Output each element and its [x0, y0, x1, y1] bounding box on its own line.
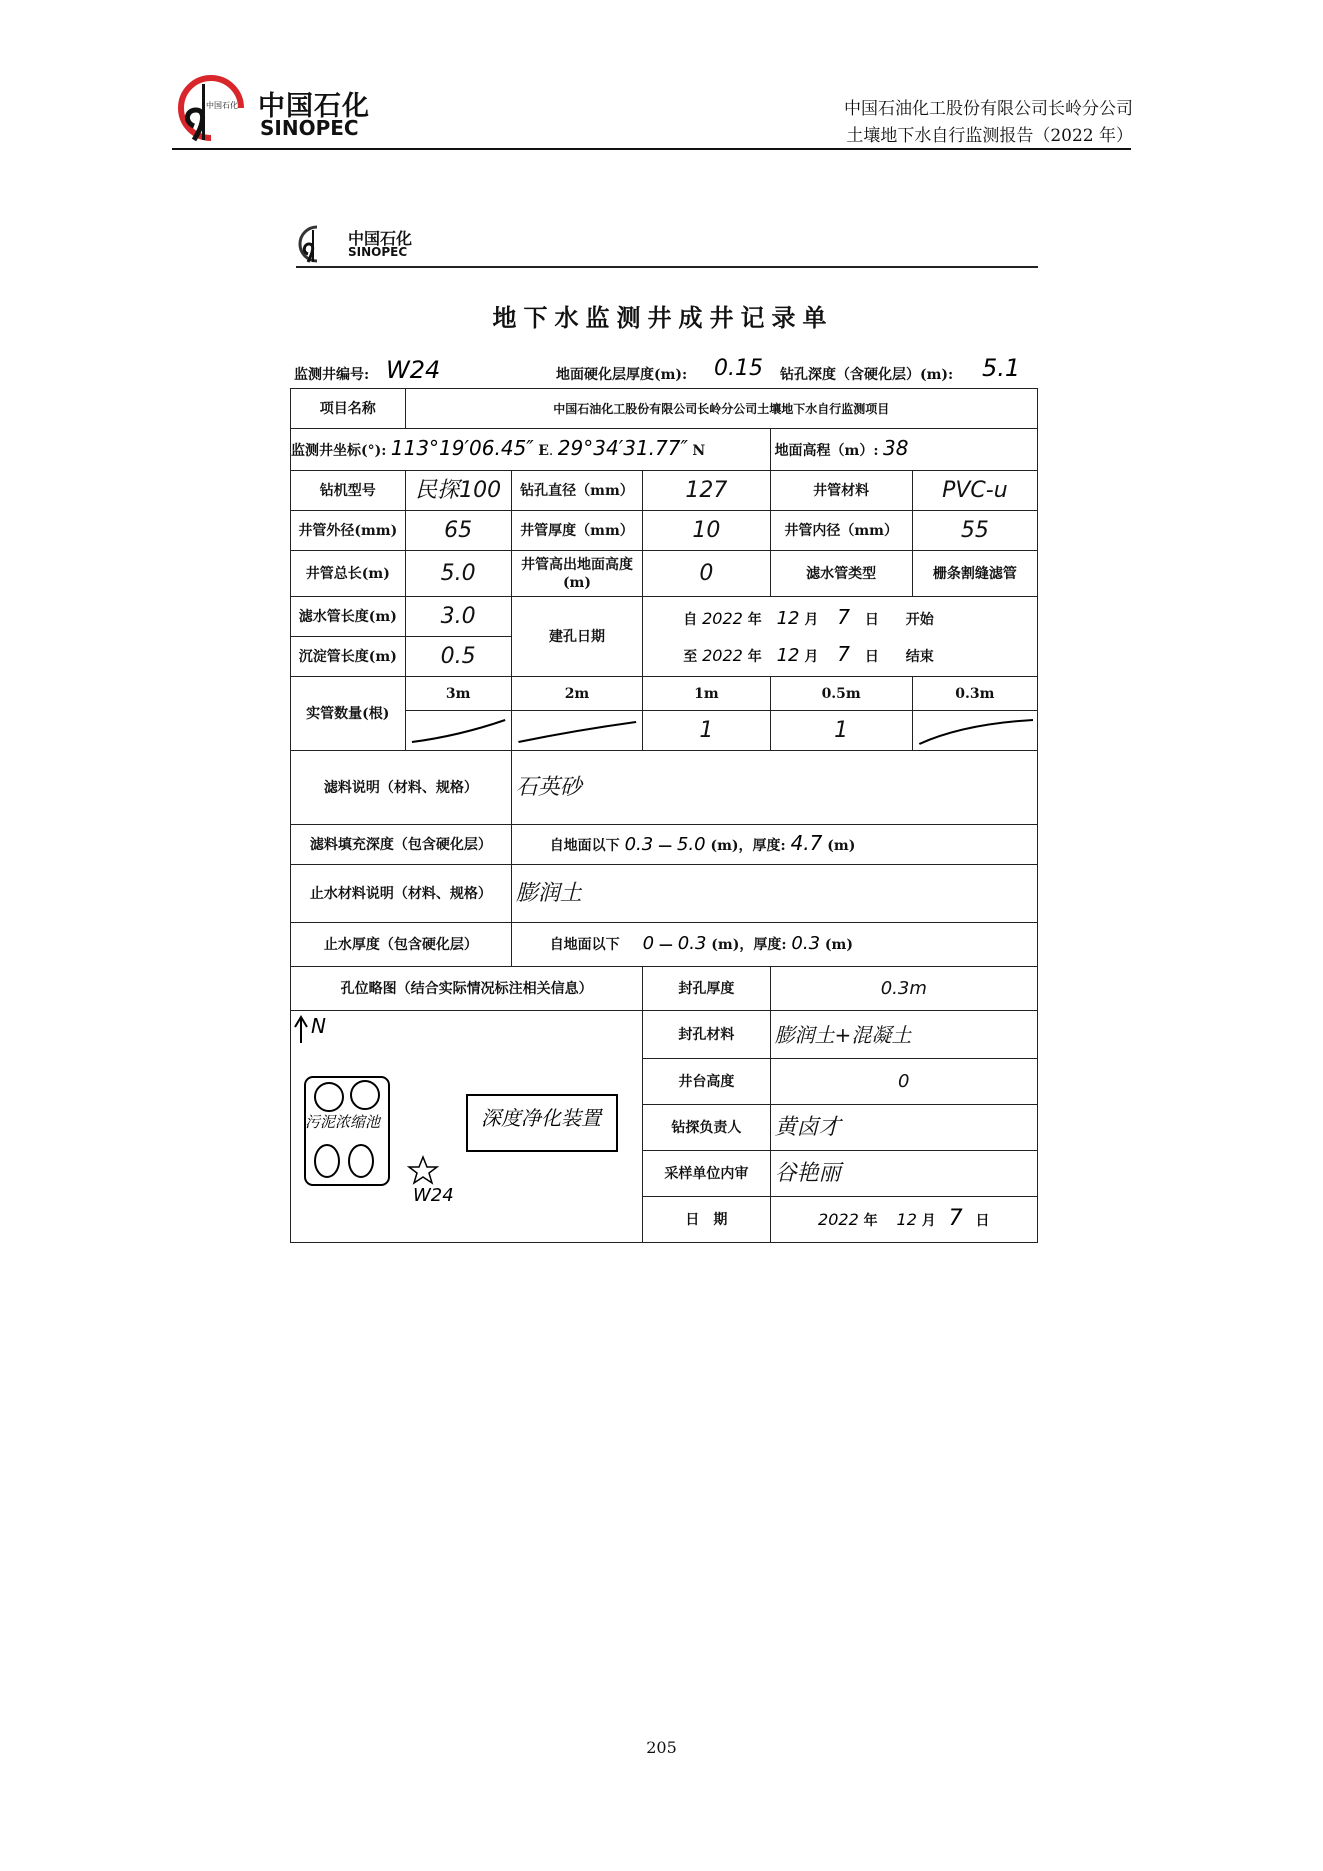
end-label: 结束	[905, 648, 934, 665]
sediment-len-label: 沉淀管长度(m)	[291, 637, 406, 677]
strike-mark	[410, 716, 507, 746]
coord-n-unit: N	[692, 443, 706, 459]
seal-thick-label-2: (m)，厚度:	[711, 937, 787, 953]
platform-label: 井台高度	[643, 1059, 770, 1105]
build-date-cell	[643, 597, 1038, 677]
form-divider	[296, 266, 1038, 268]
seal-mat-desc-value: 膨润土	[511, 865, 1037, 923]
project-value: 中国石油化工股份有限公司长岭分公司土壤地下水自行监测项目	[405, 389, 1037, 429]
to-label: 至	[683, 648, 698, 665]
well-record-table	[290, 388, 1038, 1243]
filter-type-value: 栅条割缝滤管	[912, 551, 1037, 597]
solid-count-0-5m: 1	[770, 711, 912, 751]
brand-name-cn: 中国石化	[258, 91, 370, 122]
row-coords	[291, 429, 1038, 471]
page-number: 205	[646, 1738, 677, 1757]
strike-mark	[917, 716, 1033, 746]
filter-from: 0.3	[624, 834, 654, 855]
logo-text: 中国石化	[206, 101, 238, 110]
form-brand-en: SINOPEC	[348, 245, 408, 259]
project-label: 项目名称	[291, 389, 406, 429]
drill-depth-label: 钻孔深度（含硬化层）(m):	[780, 367, 954, 383]
end-month: 12	[776, 644, 800, 666]
seal-from: 0	[642, 933, 655, 954]
filter-below-label: 自地面以下	[549, 838, 620, 854]
location-sketch	[291, 1011, 642, 1241]
date-year: 2022	[818, 1209, 859, 1229]
filter-type-label: 滤水管类型	[770, 551, 912, 597]
pipe-thick-label: 井管厚度（mm）	[511, 511, 643, 551]
drill-depth-value: 5.1	[982, 354, 1021, 382]
row-filter-desc	[291, 751, 1038, 825]
well-marker-label: W24	[413, 1185, 454, 1206]
pipe-len-label: 井管总长(m)	[291, 551, 406, 597]
close-mat-label: 封孔材料	[643, 1011, 770, 1059]
start-day-unit: 日	[864, 611, 879, 628]
end-year: 2022	[702, 645, 743, 665]
well-no-label: 监测井编号:	[294, 367, 370, 383]
driller-label: 钻探负责人	[643, 1105, 770, 1151]
close-thick-value: 0.3m	[770, 967, 1037, 1011]
bore-dia-value: 127	[643, 471, 770, 511]
pipe-id-label: 井管内径（mm）	[770, 511, 912, 551]
end-year-unit: 年	[747, 648, 762, 665]
solid-count-3m	[405, 711, 511, 751]
filter-thick-label: (m)，厚度:	[710, 838, 786, 854]
row-seal-mat	[291, 865, 1038, 923]
well-no-value: W24	[386, 356, 441, 384]
start-label: 开始	[905, 611, 934, 628]
build-date-end	[683, 637, 1033, 674]
solid-count-1m: 1	[643, 711, 770, 751]
pipe-od-label: 井管外径(mm)	[291, 511, 406, 551]
report-header	[844, 96, 1133, 150]
start-month: 12	[776, 607, 800, 629]
filter-len-value: 3.0	[405, 597, 511, 637]
filter-desc-label: 滤料说明（材料、规格）	[291, 751, 512, 825]
seal-thick-unit: (m)	[824, 937, 853, 953]
solid-size-3m: 3m	[405, 677, 511, 711]
elev-value: 38	[883, 436, 909, 460]
row-rig	[291, 471, 1038, 511]
filter-desc-value: 石英砂	[511, 751, 1037, 825]
device-label: 深度净化装置	[481, 1106, 601, 1130]
solid-count-2m	[511, 711, 643, 751]
build-date-label: 建孔日期	[511, 597, 643, 677]
start-month-unit: 月	[804, 611, 819, 628]
date-month-unit: 月	[921, 1212, 936, 1229]
end-month-unit: 月	[804, 648, 819, 665]
seal-thick-cell: 自地面以下 0 — 0.3 (m)，厚度: 0.3 (m)	[511, 923, 1037, 967]
row-close-mat	[291, 1011, 1038, 1059]
row-pipe-dims	[291, 511, 1038, 551]
company-line: 中国石油化工股份有限公司长岭分公司	[844, 99, 1133, 119]
solid-qty-label: 实管数量(根)	[291, 677, 406, 751]
start-year-unit: 年	[747, 611, 762, 628]
solid-size-2m: 2m	[511, 677, 643, 711]
solid-count-0-3m	[912, 711, 1037, 751]
close-thick-label: 封孔厚度	[643, 967, 770, 1011]
seal-below-label: 自地面以下	[549, 937, 620, 953]
coord-e-value: 113°19′06.45″	[390, 436, 534, 460]
pipe-od-value: 65	[405, 511, 511, 551]
seal-to: 0.3	[677, 933, 707, 954]
pipe-mat-label: 井管材料	[770, 471, 912, 511]
row-seal-thick	[291, 923, 1038, 967]
tank-outline	[305, 1077, 389, 1185]
build-date-start	[683, 600, 1033, 637]
solid-size-1m: 1m	[643, 677, 770, 711]
seal-thick-label: 止水厚度（包含硬化层）	[291, 923, 512, 967]
coord-label: 监测井坐标(°):	[291, 443, 387, 459]
sketch-cell	[291, 1011, 643, 1243]
solid-size-0-5m: 0.5m	[770, 677, 912, 711]
filter-depth-cell: 自地面以下 0.3 — 5.0 (m)，厚度: 4.7 (m)	[511, 825, 1037, 865]
seal-mat-desc-label: 止水材料说明（材料、规格）	[291, 865, 512, 923]
row-filter-len	[291, 597, 1038, 637]
pipe-len-value: 5.0	[405, 551, 511, 597]
coord-n-value: 29°34′31.77″	[557, 436, 688, 460]
date-month: 12	[896, 1209, 917, 1229]
sinopec-logo	[176, 74, 246, 148]
well-info-row	[294, 354, 1038, 386]
date-day: 7	[948, 1205, 963, 1231]
filter-depth-label: 滤料填充深度（包含硬化层）	[291, 825, 512, 865]
pipe-above-label: 井管高出地面高度(m)	[511, 551, 643, 597]
bore-dia-label: 钻孔直径（mm）	[511, 471, 643, 511]
filter-len-label: 滤水管长度(m)	[291, 597, 406, 637]
seal-thick-value: 0.3	[791, 933, 821, 954]
date-cell	[770, 1197, 1037, 1243]
from-label: 自	[683, 611, 698, 628]
filter-to: 5.0	[676, 834, 706, 855]
start-year: 2022	[702, 608, 743, 628]
north-label: N	[311, 1014, 326, 1038]
pipe-above-value: 0	[643, 551, 770, 597]
reviewer-value: 谷艳丽	[770, 1151, 1037, 1197]
row-filter-depth	[291, 825, 1038, 865]
row-solid-sizes	[291, 677, 1038, 711]
hard-layer-label: 地面硬化层厚度(m):	[556, 367, 688, 383]
coord-cell: 监测井坐标(°): 113°19′06.45″ E. 29°34′31.77″ N	[291, 429, 771, 471]
start-day: 7	[837, 604, 850, 629]
report-line: 土壤地下水自行监测报告（2022 年）	[846, 126, 1133, 146]
date-year-unit: 年	[863, 1212, 878, 1229]
date-day-unit: 日	[975, 1212, 990, 1229]
sediment-len-value: 0.5	[405, 637, 511, 677]
pipe-mat-value: PVC-u	[912, 471, 1037, 511]
form-logo	[298, 224, 336, 266]
hard-layer-value: 0.15	[714, 356, 763, 381]
row-project	[291, 389, 1038, 429]
sketch-label: 孔位略图（结合实际情况标注相关信息）	[291, 967, 643, 1011]
pipe-id-value: 55	[912, 511, 1037, 551]
filter-thick-unit: (m)	[827, 838, 856, 854]
row-pipe-len	[291, 551, 1038, 597]
star-icon	[409, 1157, 437, 1183]
end-day-unit: 日	[864, 648, 879, 665]
filter-thick-value: 4.7	[790, 831, 823, 855]
strike-mark	[516, 716, 639, 746]
date-label: 日 期	[643, 1197, 770, 1243]
coord-e-unit: E	[538, 443, 549, 459]
header-divider	[172, 148, 1131, 150]
elev-label: 地面高程（m）:	[774, 443, 879, 459]
brand-name-en: SINOPEC	[260, 116, 359, 140]
form-brand-cn: 中国石化	[348, 229, 413, 248]
tank-label: 污泥浓缩池	[305, 1113, 381, 1131]
close-mat-value: 膨润土+混凝土	[770, 1011, 1037, 1059]
row-close-thick	[291, 967, 1038, 1011]
platform-value: 0	[770, 1059, 1037, 1105]
solid-size-0-3m: 0.3m	[912, 677, 1037, 711]
north-arrow-icon	[295, 1017, 307, 1043]
form-title: 地下水监测井成井记录单	[492, 303, 834, 332]
elev-cell	[770, 429, 1037, 471]
end-day: 7	[837, 641, 850, 666]
rig-value: 民探100	[405, 471, 511, 511]
driller-value: 黄卤才	[770, 1105, 1037, 1151]
pipe-thick-value: 10	[643, 511, 770, 551]
reviewer-label: 采样单位内审	[643, 1151, 770, 1197]
scanned-form	[288, 214, 1048, 1304]
rig-label: 钻机型号	[291, 471, 406, 511]
